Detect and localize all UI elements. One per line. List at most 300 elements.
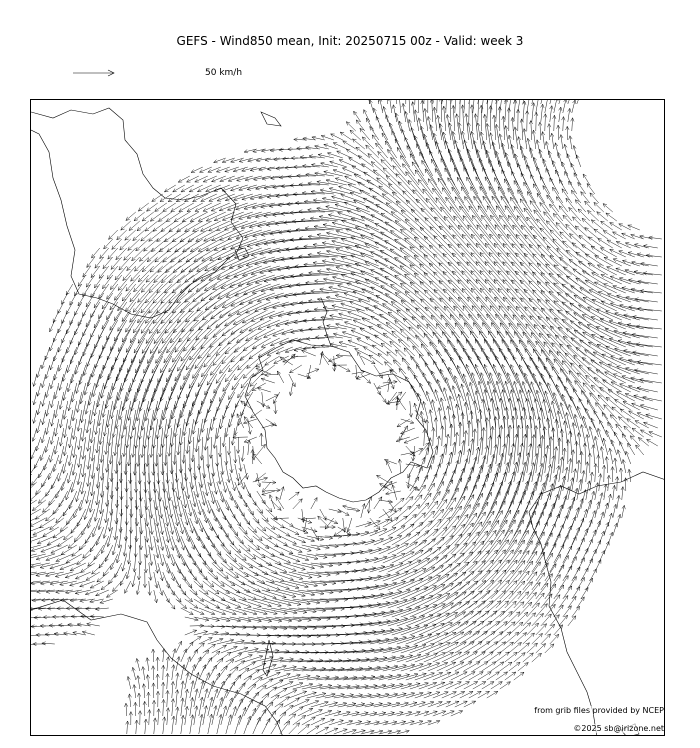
wind-vector — [484, 364, 496, 392]
wind-vector — [86, 311, 95, 327]
wind-vector — [512, 416, 515, 446]
wind-vector — [125, 581, 131, 593]
wind-vector — [235, 554, 253, 568]
wind-vector — [68, 623, 82, 627]
wind-vector — [120, 572, 127, 586]
wind-vector — [95, 410, 100, 435]
wind-vector — [377, 383, 392, 389]
wind-vector — [481, 306, 500, 330]
wind-vector — [436, 100, 440, 113]
wind-vector — [176, 194, 190, 202]
wind-vector — [275, 545, 293, 554]
wind-vector — [516, 253, 536, 275]
wind-vector — [240, 293, 266, 305]
wind-vector — [58, 356, 64, 371]
wind-vector — [343, 712, 359, 717]
wind-vector — [430, 298, 451, 320]
wind-vector — [216, 446, 219, 466]
wind-vector — [248, 527, 262, 541]
wind-vector — [452, 131, 460, 158]
wind-vector — [108, 356, 118, 380]
wind-vector — [247, 356, 262, 368]
wind-vector — [398, 339, 414, 356]
wind-vector — [524, 253, 545, 275]
wind-vector — [280, 536, 297, 544]
wind-vector — [237, 329, 257, 343]
wind-vector — [70, 599, 86, 602]
wind-vector — [135, 482, 139, 510]
wind-vector — [342, 168, 360, 176]
wind-vector — [116, 248, 127, 260]
wind-vector — [156, 691, 160, 707]
wind-vector — [235, 464, 240, 481]
wind-vector — [473, 429, 477, 455]
wind-vector — [181, 392, 190, 418]
wind-vector — [608, 422, 617, 437]
wind-vector — [174, 212, 190, 222]
wind-vector — [379, 509, 393, 518]
wind-vector — [134, 536, 137, 557]
wind-vector — [548, 124, 551, 140]
wind-vector — [248, 581, 270, 591]
wind-vector — [214, 185, 230, 192]
wind-vector — [42, 392, 46, 406]
wind-vector — [424, 692, 440, 698]
wind-vector — [604, 503, 609, 518]
wind-vector — [555, 143, 559, 158]
wind-vector — [326, 296, 352, 302]
wind-vector — [190, 664, 196, 680]
wind-vector — [45, 383, 49, 398]
wind-vector — [230, 599, 251, 608]
wind-vector — [449, 100, 453, 122]
wind-vector — [219, 383, 229, 401]
wind-vector — [555, 170, 562, 185]
wind-vector — [624, 478, 628, 491]
wind-vector — [563, 100, 567, 113]
wind-vector — [499, 398, 505, 428]
wind-vector — [108, 509, 112, 531]
wind-vector — [577, 597, 585, 608]
wind-vector — [401, 514, 417, 527]
wind-vector — [203, 617, 220, 622]
wind-vector — [253, 656, 273, 662]
wind-vector — [433, 517, 451, 536]
wind-vector — [181, 590, 193, 602]
wind-vector — [195, 203, 212, 211]
wind-vector — [268, 248, 297, 254]
wind-vector — [385, 141, 397, 158]
wind-vector — [491, 398, 496, 428]
wind-vector — [483, 114, 487, 140]
wind-vector — [388, 100, 392, 113]
wind-vector — [248, 563, 268, 575]
wind-vector — [370, 518, 380, 530]
wind-vector — [569, 136, 573, 149]
wind-vector — [189, 185, 203, 192]
wind-vector — [586, 435, 590, 456]
wind-vector — [46, 572, 64, 577]
wind-vector — [266, 665, 287, 671]
wind-vector — [307, 365, 311, 379]
wind-vector — [269, 495, 275, 509]
wind-vector — [92, 248, 100, 258]
wind-vector — [182, 212, 199, 222]
wind-vector — [541, 634, 551, 644]
wind-vector — [406, 505, 420, 518]
wind-vector — [553, 115, 556, 131]
wind-vector — [521, 173, 532, 194]
wind-vector — [241, 446, 245, 462]
wind-vector — [622, 233, 635, 239]
wind-vector — [284, 527, 299, 535]
wind-vector — [406, 482, 419, 490]
wind-vector — [374, 519, 390, 527]
wind-vector — [230, 647, 248, 653]
wind-vector — [649, 236, 662, 240]
wind-vector — [221, 491, 229, 510]
wind-vector — [54, 383, 59, 399]
wind-vector — [632, 261, 649, 266]
wind-vector — [110, 275, 122, 290]
wind-vector — [66, 320, 73, 334]
wind-vector — [320, 598, 348, 602]
wind-vector — [426, 391, 433, 410]
wind-vector — [260, 433, 264, 446]
wind-vector — [406, 577, 432, 590]
wind-vector — [355, 349, 370, 357]
wind-vector — [118, 527, 122, 548]
wind-vector — [529, 281, 550, 302]
wind-vector — [352, 531, 369, 536]
wind-vector — [147, 692, 150, 707]
wind-vector — [433, 107, 437, 131]
wind-vector — [167, 473, 171, 501]
wind-vector — [45, 633, 59, 637]
wind-vector — [612, 485, 615, 500]
wind-vector — [119, 347, 131, 372]
wind-vector — [560, 135, 563, 150]
wind-vector — [410, 624, 436, 635]
wind-vector — [428, 381, 436, 401]
wind-vector — [580, 451, 584, 473]
wind-map — [30, 99, 665, 736]
wind-vector — [480, 105, 483, 131]
wind-vector — [346, 122, 356, 131]
wind-vector — [75, 338, 82, 355]
wind-vector — [637, 253, 653, 257]
wind-vector — [528, 390, 536, 419]
wind-vector — [120, 239, 131, 250]
wind-vector — [208, 651, 220, 662]
wind-vector — [226, 715, 232, 734]
wind-vector — [383, 304, 406, 321]
wind-vector — [307, 726, 319, 734]
wind-vector — [56, 482, 64, 498]
wind-vector — [622, 505, 626, 518]
wind-vector — [626, 451, 631, 464]
data-source-credit: from grib files provided by NCEP — [534, 706, 664, 715]
wind-vector — [604, 405, 617, 419]
wind-vector — [397, 506, 411, 518]
wind-vector — [325, 535, 342, 539]
wind-vector — [111, 392, 118, 419]
wind-vector — [473, 621, 492, 635]
wind-vector — [152, 649, 155, 662]
wind-vector — [75, 572, 90, 579]
wind-vector — [581, 509, 588, 527]
wind-vector — [108, 572, 117, 584]
wind-vector — [173, 437, 177, 465]
wind-vector — [63, 437, 68, 456]
wind-vector — [545, 584, 556, 599]
wind-vector — [59, 410, 63, 428]
wind-vector — [169, 221, 185, 232]
wind-vector — [432, 371, 442, 392]
wind-vector — [482, 427, 486, 455]
wind-vector — [374, 628, 403, 636]
wind-vector — [388, 508, 402, 518]
wind-vector — [523, 434, 527, 464]
wind-vector — [407, 146, 419, 167]
wind-vector — [190, 715, 194, 734]
wind-vector — [532, 100, 538, 104]
wind-vector — [203, 491, 211, 514]
wind-vector — [466, 339, 482, 365]
wind-vector — [143, 701, 147, 716]
wind-vector — [428, 701, 443, 707]
wind-vector — [164, 437, 168, 466]
wind-vector — [280, 626, 307, 630]
wind-vector — [543, 427, 547, 456]
wind-vector — [262, 590, 286, 598]
wind-vector — [563, 421, 568, 446]
wind-vector — [221, 632, 240, 636]
wind-vector — [217, 482, 224, 502]
wind-vector — [585, 462, 589, 482]
wind-vector — [155, 437, 159, 466]
wind-vector — [450, 315, 469, 339]
wind-vector — [387, 461, 392, 473]
wind-vector — [464, 100, 468, 113]
wind-vector — [590, 491, 595, 509]
wind-vector — [541, 104, 545, 122]
wind-vector — [36, 437, 41, 451]
wind-vector — [342, 331, 361, 338]
wind-vector — [487, 691, 498, 698]
wind-vector — [461, 187, 478, 212]
wind-vector — [454, 100, 458, 113]
wind-vector — [230, 633, 250, 637]
wind-vector — [243, 365, 256, 378]
wind-vector — [521, 244, 541, 266]
wind-vector — [164, 230, 180, 242]
wind-vector — [86, 607, 100, 611]
wind-vector — [244, 554, 263, 567]
wind-vector — [324, 171, 343, 176]
wind-vector — [54, 365, 59, 380]
wind-vector — [134, 275, 149, 292]
wind-vector — [397, 524, 414, 536]
wind-vector — [513, 356, 527, 383]
wind-vector — [614, 458, 617, 473]
wind-vector — [500, 642, 514, 653]
wind-vector — [159, 401, 167, 430]
wind-vector — [169, 266, 190, 283]
wind-vector — [229, 410, 235, 427]
wind-vector — [602, 465, 606, 482]
wind-vector — [261, 378, 275, 383]
wind-vector — [271, 673, 291, 680]
wind-vector — [214, 374, 226, 393]
wind-vector — [401, 210, 424, 230]
wind-vector — [135, 518, 139, 542]
wind-vector — [244, 670, 260, 680]
wind-vector — [217, 681, 225, 698]
wind-vector — [157, 275, 176, 293]
wind-vector — [360, 328, 379, 338]
wind-vector — [233, 167, 248, 172]
wind-vector — [586, 408, 595, 428]
wind-vector — [289, 374, 295, 387]
wind-vector — [389, 123, 396, 140]
wind-vector — [311, 190, 334, 194]
wind-vector — [257, 293, 284, 302]
wind-vector — [226, 572, 245, 585]
wind-vector — [522, 357, 536, 383]
wind-vector — [491, 426, 494, 455]
wind-vector — [213, 428, 217, 449]
wind-vector — [262, 554, 282, 564]
wind-vector — [621, 487, 624, 500]
wind-vector — [605, 328, 631, 338]
wind-vector — [114, 518, 118, 540]
wind-vector — [460, 100, 464, 104]
wind-vector — [132, 428, 136, 457]
wind-vector — [436, 141, 446, 167]
wind-vector — [487, 652, 501, 662]
wind-vector — [541, 594, 552, 608]
wind-vector — [244, 500, 254, 515]
wind-vector — [222, 401, 229, 419]
wind-vector — [104, 239, 113, 249]
wind-vector — [203, 644, 216, 653]
wind-vector — [540, 176, 550, 194]
wind-vector — [500, 444, 506, 473]
wind-vector — [50, 563, 68, 569]
wind-vector — [598, 395, 613, 410]
wind-vector — [527, 192, 541, 213]
wind-vector — [41, 356, 46, 369]
wind-vector — [176, 707, 179, 725]
wind-vector — [53, 311, 59, 323]
wind-vector — [62, 365, 68, 382]
wind-vector — [146, 675, 150, 689]
wind-vector — [433, 499, 447, 518]
wind-vector — [616, 268, 635, 275]
wind-vector — [102, 329, 112, 349]
wind-vector — [206, 185, 221, 192]
wind-vector — [248, 491, 256, 505]
wind-vector — [514, 332, 532, 356]
wind-vector — [92, 518, 99, 537]
wind-vector — [62, 347, 68, 362]
wind-vector — [290, 365, 302, 373]
wind-vector — [503, 416, 507, 446]
wind-vector — [392, 626, 420, 635]
wind-vector — [442, 672, 459, 680]
wind-vector — [183, 239, 203, 252]
wind-vector — [257, 563, 278, 574]
wind-vector — [414, 136, 424, 158]
wind-vector — [414, 375, 424, 392]
wind-vector — [190, 624, 204, 628]
wind-vector — [212, 563, 229, 579]
wind-vector — [159, 428, 163, 457]
wind-vector — [472, 306, 491, 329]
wind-vector — [189, 365, 203, 388]
wind-vector — [615, 399, 631, 410]
wind-vector — [105, 446, 109, 472]
wind-vector — [565, 171, 572, 185]
wind-vector — [284, 682, 303, 689]
wind-vector — [487, 570, 506, 590]
wind-vector — [552, 428, 556, 455]
wind-vector — [576, 155, 581, 167]
wind-vector — [221, 473, 227, 493]
wind-vector — [509, 540, 525, 563]
wind-vector — [332, 196, 356, 203]
wind-vector — [568, 100, 573, 104]
wind-vector — [100, 437, 104, 463]
wind-vector — [369, 188, 392, 203]
wind-vector — [600, 447, 604, 465]
wind-vector — [382, 133, 392, 149]
wind-vector — [574, 173, 581, 185]
wind-vector — [109, 230, 118, 239]
wind-vector — [102, 311, 113, 329]
wind-vector — [235, 590, 257, 600]
wind-vector — [518, 582, 533, 599]
wind-vector — [424, 333, 442, 356]
wind-vector — [455, 662, 472, 671]
wind-vector — [611, 467, 615, 482]
wind-vector — [496, 407, 500, 437]
wind-vector — [437, 701, 451, 707]
wind-vector — [253, 590, 277, 599]
wind-vector — [42, 642, 55, 645]
wind-vector — [133, 554, 136, 572]
wind-vector — [193, 194, 208, 202]
wind-vector — [446, 114, 451, 140]
wind-vector — [285, 347, 302, 353]
wind-vector — [231, 347, 248, 362]
wind-vector — [194, 643, 205, 653]
wind-vector — [599, 550, 605, 563]
wind-vector — [311, 163, 328, 167]
wind-vector — [347, 541, 366, 545]
wind-vector — [54, 419, 58, 436]
wind-vector — [422, 160, 437, 185]
wind-vector — [37, 536, 55, 544]
wind-vector — [203, 473, 209, 496]
wind-vector — [172, 716, 176, 734]
wind-vector — [338, 365, 350, 371]
wind-vector — [423, 429, 426, 446]
wind-vector — [302, 350, 316, 356]
wind-vector — [194, 689, 198, 707]
wind-vector — [58, 464, 64, 481]
